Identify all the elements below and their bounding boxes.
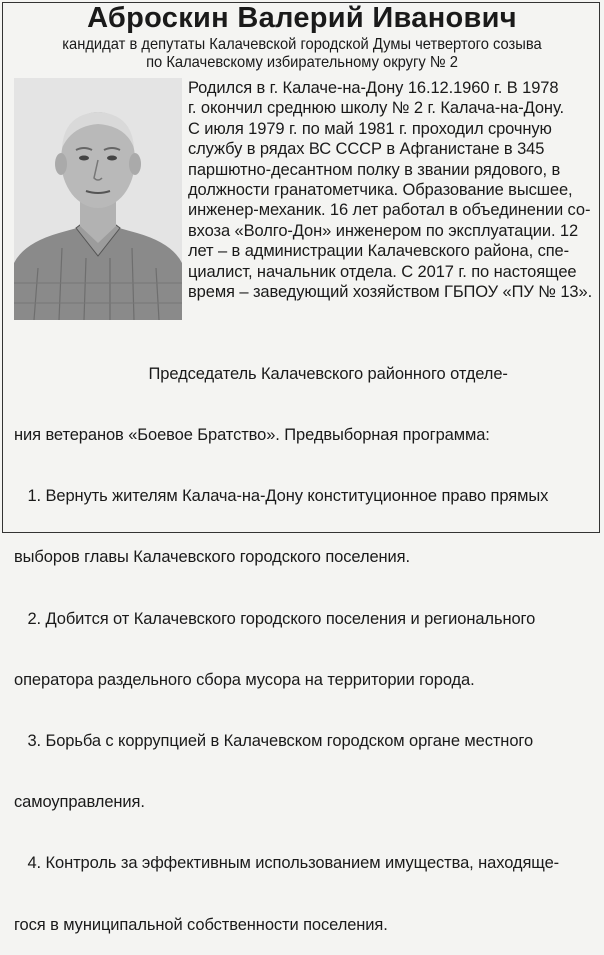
bio-line: инженер-механик. 16 лет работал в объединении со- xyxy=(188,201,591,220)
biography-text xyxy=(188,78,594,302)
bio-line: Родился в г. Калаче-на-Дону 16.12.1960 г. В 1978 xyxy=(188,79,559,97)
bio-line: С июля 1979 г. по май 1981 г. проходил срочную xyxy=(188,119,552,138)
bio-line: лет – в администрации Калачевского района, спе- xyxy=(188,242,570,261)
bio-line: г. окончил среднюю школу № 2 г. Калача-на-Дону. xyxy=(188,99,564,118)
program-text xyxy=(14,323,594,955)
program-line: ния ветеранов «Боевое Братство». Предвыборная программа: xyxy=(14,426,490,445)
program-line: 3. Борьба с коррупцией в Калачевском городском органе местного xyxy=(14,732,534,751)
program-line: гося в муниципальной собственности поселения. xyxy=(14,915,388,934)
candidate-subtitle-line1: кандидат в депутаты Калачевской городской Думы четвертого созыва xyxy=(62,36,542,53)
candidate-photo xyxy=(14,78,182,320)
program-line: 2. Добится от Калачевского городского поселения и регионального xyxy=(14,609,536,628)
candidate-name: Аброскин Валерий Иванович xyxy=(87,2,517,34)
bio-line: паршютно-десантном полку в звании рядового, в xyxy=(188,160,561,179)
bio-line: время – заведующий хозяйством ГБПОУ «ПУ № 13». xyxy=(188,282,593,301)
program-line: 1. Вернуть жителям Калача-на-Дону конституционное право прямых xyxy=(14,487,549,506)
bio-line: циалист, начальник отдела. С 2017 г. по настоящее xyxy=(188,262,577,281)
program-line: оператора раздельного сбора мусора на территории города. xyxy=(14,670,475,689)
bio-line: вхоза «Волго-Дон» инженером по эксплуатации. 12 xyxy=(188,221,579,240)
candidate-subtitle-line2: по Калачевскому избирательному округу № 2 xyxy=(146,54,458,71)
bio-line: должности гранатометчика. Образование высшее, xyxy=(188,180,573,199)
program-line: Председатель Калачевского районного отделе- xyxy=(14,364,508,383)
bio-line: службу в рядах ВС СССР в Афганистане в 345 xyxy=(188,140,545,159)
program-line: 4. Контроль за эффективным использованием имущества, находяще- xyxy=(14,854,560,873)
program-line: выборов главы Калачевского городского поселения. xyxy=(14,548,410,567)
program-line: самоуправления. xyxy=(14,793,145,812)
